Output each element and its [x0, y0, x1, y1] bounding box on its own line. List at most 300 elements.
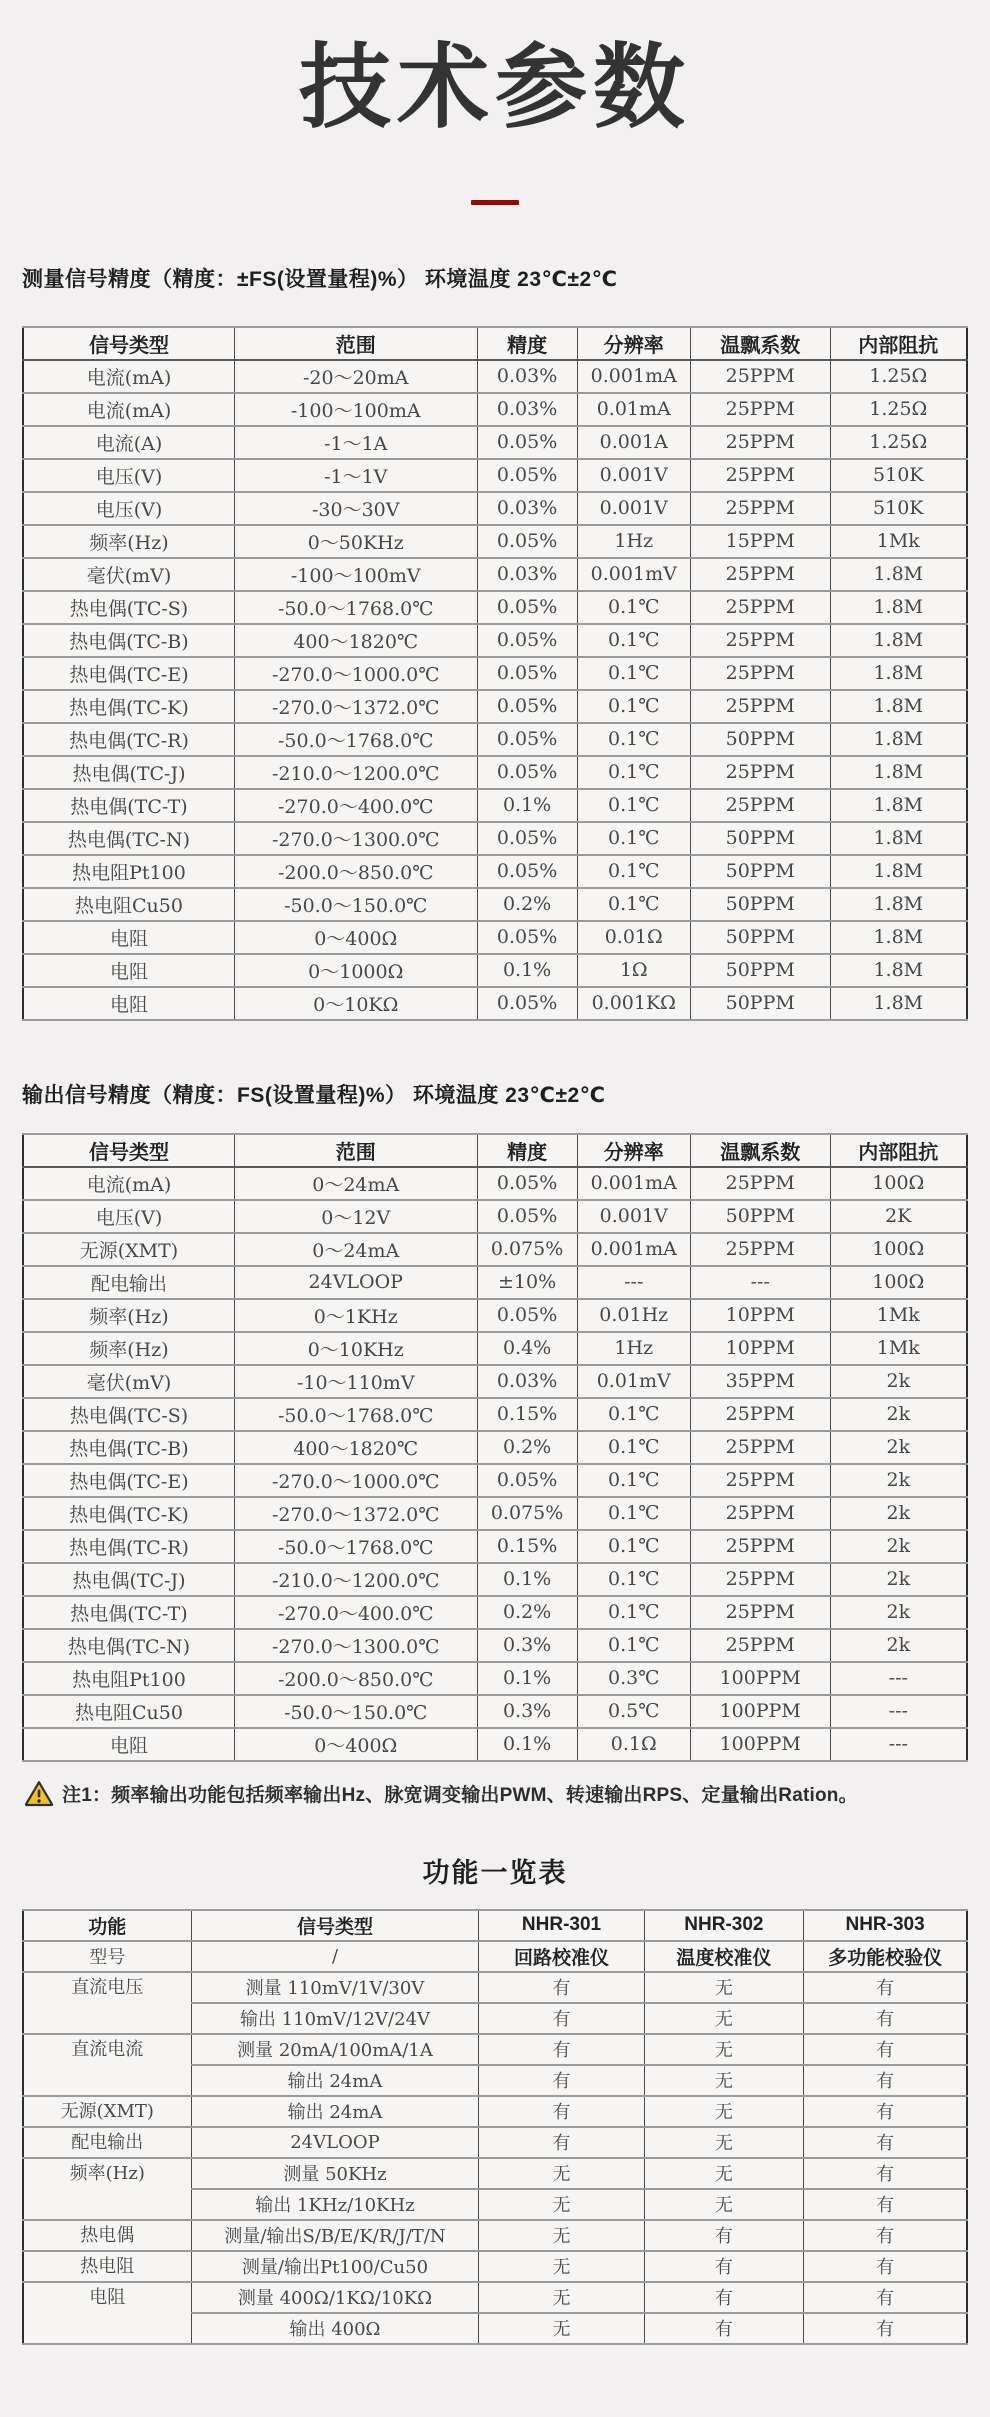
table-cell: 25PPM — [690, 1167, 830, 1200]
table-cell: 50PPM — [690, 888, 830, 921]
table-cell: 0.001V — [577, 492, 690, 525]
table-cell: -1～1A — [234, 426, 477, 459]
function-cell: 热电阻 — [23, 2251, 191, 2282]
table-cell: 1.8M — [830, 789, 967, 822]
table-cell: -210.0～1200.0℃ — [234, 1563, 477, 1596]
table-cell: -50.0～1768.0℃ — [234, 1398, 477, 1431]
table-cell: 0～10KΩ — [234, 987, 477, 1020]
table-cell: 有 — [479, 2127, 644, 2158]
column-header: 范围 — [234, 1134, 477, 1167]
table-cell: 电压(V) — [23, 459, 234, 492]
table-cell: 0～50KHz — [234, 525, 477, 558]
table-cell: 0.03% — [477, 492, 577, 525]
table-cell: 1.25Ω — [830, 360, 967, 393]
table-cell: 有 — [804, 2034, 967, 2065]
model-name-cell: 温度校准仪 — [644, 1941, 804, 1972]
table-cell: 0～10KHz — [234, 1332, 477, 1365]
table-cell: 0.075% — [477, 1233, 577, 1266]
table-row — [23, 1299, 967, 1332]
table-cell: 2k — [830, 1563, 967, 1596]
table-cell: --- — [830, 1728, 967, 1761]
table-cell: -50.0～1768.0℃ — [234, 1530, 477, 1563]
table-row — [23, 1167, 967, 1200]
table-cell: 热电偶(TC-T) — [23, 789, 234, 822]
table-cell: 无 — [644, 2096, 804, 2127]
table-cell: 0.1℃ — [577, 855, 690, 888]
table-cell: 0.1℃ — [577, 1431, 690, 1464]
table-cell: 有 — [804, 2065, 967, 2096]
table-cell: 0.1℃ — [577, 1629, 690, 1662]
table-cell: 0.1% — [477, 789, 577, 822]
table-cell: 无 — [479, 2220, 644, 2251]
table-cell: 无 — [479, 2282, 644, 2313]
table-cell: 510K — [830, 459, 967, 492]
table-row — [23, 1629, 967, 1662]
table-cell: 0.1℃ — [577, 723, 690, 756]
table-row — [23, 1662, 967, 1695]
table-cell: 25PPM — [690, 393, 830, 426]
table-cell: 型号 — [23, 1941, 191, 1972]
function-cell: 无源(XMT) — [23, 2096, 191, 2127]
table-cell: 0.1℃ — [577, 789, 690, 822]
table-cell: 25PPM — [690, 657, 830, 690]
table-cell: 测量 20mA/100mA/1A — [191, 2034, 479, 2065]
table-cell: 电压(V) — [23, 492, 234, 525]
table-cell: 24VLOOP — [191, 2127, 479, 2158]
header-row — [23, 1134, 967, 1167]
table-cell: 无 — [644, 2189, 804, 2220]
table-cell: 热电偶(TC-R) — [23, 1530, 234, 1563]
table-row — [23, 888, 967, 921]
table-cell: 有 — [804, 2313, 967, 2344]
table-cell: 测量/输出S/B/E/K/R/J/T/N — [191, 2220, 479, 2251]
function-cell: 直流电流 — [23, 2034, 191, 2096]
table-cell: 热电偶(TC-T) — [23, 1596, 234, 1629]
table-cell: 0～1KHz — [234, 1299, 477, 1332]
table-cell: -50.0～150.0℃ — [234, 888, 477, 921]
table-cell: 1.8M — [830, 888, 967, 921]
table-cell: --- — [830, 1695, 967, 1728]
table-cell: 2k — [830, 1629, 967, 1662]
column-header: 信号类型 — [23, 1134, 234, 1167]
table-row — [23, 822, 967, 855]
table-cell: 0.05% — [477, 690, 577, 723]
table-cell: 电阻 — [23, 987, 234, 1020]
table-cell: 热电偶(TC-R) — [23, 723, 234, 756]
table-row — [23, 591, 967, 624]
table-cell: 0.05% — [477, 756, 577, 789]
table-cell: 100PPM — [690, 1662, 830, 1695]
table-cell: 有 — [479, 2034, 644, 2065]
model-row — [23, 1941, 967, 1972]
table-cell: 0.01mA — [577, 393, 690, 426]
table-cell: 有 — [804, 2251, 967, 2282]
table-cell: 有 — [644, 2282, 804, 2313]
table-row — [23, 1596, 967, 1629]
table-cell: 1Mk — [830, 1332, 967, 1365]
table-cell: -270.0～400.0℃ — [234, 1596, 477, 1629]
table-cell: 2k — [830, 1596, 967, 1629]
table-cell: 1.8M — [830, 624, 967, 657]
table-cell: 0.05% — [477, 987, 577, 1020]
warning-icon — [24, 1780, 54, 1807]
table-cell: 有 — [804, 2127, 967, 2158]
table-cell: 频率(Hz) — [23, 1332, 234, 1365]
table-cell: 25PPM — [690, 591, 830, 624]
table-row — [23, 657, 967, 690]
table-cell: 0.001mA — [577, 1233, 690, 1266]
table-cell: 热电偶(TC-B) — [23, 1431, 234, 1464]
table-cell: 无 — [479, 2189, 644, 2220]
table-cell: 0～24mA — [234, 1233, 477, 1266]
column-header: NHR-303 — [804, 1910, 967, 1941]
table-row — [23, 855, 967, 888]
table-cell: 输出 110mV/12V/24V — [191, 2003, 479, 2034]
table-cell: 25PPM — [690, 1497, 830, 1530]
table-cell: 0.1% — [477, 954, 577, 987]
column-header: 精度 — [477, 327, 577, 360]
function-overview-table — [22, 1909, 968, 2345]
table-cell: -270.0～1000.0℃ — [234, 1464, 477, 1497]
table-cell: 有 — [479, 2003, 644, 2034]
table-cell: 100PPM — [690, 1695, 830, 1728]
table-row — [23, 1464, 967, 1497]
output-precision-table — [22, 1133, 968, 1762]
function-cell: 电阻 — [23, 2282, 191, 2344]
table-cell: 无 — [644, 2065, 804, 2096]
table-cell: 热电偶(TC-J) — [23, 1563, 234, 1596]
table-cell: 有 — [804, 2096, 967, 2127]
table-row — [23, 2251, 967, 2282]
table-cell: 25PPM — [690, 1398, 830, 1431]
table-cell: 有 — [644, 2220, 804, 2251]
table-cell: 25PPM — [690, 1233, 830, 1266]
table-cell: 0.4% — [477, 1332, 577, 1365]
header-row — [23, 1910, 967, 1941]
table-cell: 毫伏(mV) — [23, 558, 234, 591]
table-cell: -210.0～1200.0℃ — [234, 756, 477, 789]
table-cell: 1Ω — [577, 954, 690, 987]
table-cell: 无 — [644, 2127, 804, 2158]
table-cell: 1Hz — [577, 1332, 690, 1365]
table-cell: 1.8M — [830, 987, 967, 1020]
table-cell: 有 — [479, 2096, 644, 2127]
table-cell: 25PPM — [690, 492, 830, 525]
table-cell: 0.05% — [477, 1167, 577, 1200]
table-cell: 有 — [479, 1972, 644, 2003]
table-cell: 0.1℃ — [577, 1464, 690, 1497]
table-cell: 有 — [804, 2189, 967, 2220]
table-cell: 有 — [479, 2065, 644, 2096]
table-cell: 1.25Ω — [830, 393, 967, 426]
table-cell: 无 — [479, 2251, 644, 2282]
table-cell: 0.01Ω — [577, 921, 690, 954]
table-cell: -10～110mV — [234, 1365, 477, 1398]
table-cell: 输出 400Ω — [191, 2313, 479, 2344]
table-cell: 无 — [644, 2003, 804, 2034]
table-cell: 电流(mA) — [23, 1167, 234, 1200]
table-row — [23, 1972, 967, 2003]
table-cell: 0～12V — [234, 1200, 477, 1233]
table-cell: 2K — [830, 1200, 967, 1233]
measurement-precision-heading: 测量信号精度（精度：±FS(设置量程)%） 环境温度 23℃±2℃ — [22, 267, 618, 291]
table-cell: 400～1820℃ — [234, 624, 477, 657]
table-cell: 热电偶(TC-S) — [23, 591, 234, 624]
table-cell: 0～400Ω — [234, 1728, 477, 1761]
table-cell: 0～1000Ω — [234, 954, 477, 987]
table-cell: 频率(Hz) — [23, 1299, 234, 1332]
table-cell: 0.15% — [477, 1398, 577, 1431]
table-cell: 1.25Ω — [830, 426, 967, 459]
table-cell: 热电阻Pt100 — [23, 855, 234, 888]
table-cell: 25PPM — [690, 1530, 830, 1563]
column-header: 范围 — [234, 327, 477, 360]
table-cell: 无 — [644, 2034, 804, 2065]
table-cell: 50PPM — [690, 921, 830, 954]
table-cell: 0.001A — [577, 426, 690, 459]
table-cell: -50.0～1768.0℃ — [234, 723, 477, 756]
column-header: 分辨率 — [577, 327, 690, 360]
table-cell: 无 — [644, 2158, 804, 2189]
table-cell: 有 — [804, 2220, 967, 2251]
table-cell: 1.8M — [830, 591, 967, 624]
table-cell: 热电阻Cu50 — [23, 888, 234, 921]
table-cell: 0.05% — [477, 624, 577, 657]
table-cell: 0.05% — [477, 591, 577, 624]
function-cell: 热电偶 — [23, 2220, 191, 2251]
table-cell: 25PPM — [690, 1464, 830, 1497]
table-cell: 0.2% — [477, 1431, 577, 1464]
column-header: 温飘系数 — [690, 327, 830, 360]
table-cell: 0.1℃ — [577, 1497, 690, 1530]
table-cell: 0.2% — [477, 1596, 577, 1629]
table-cell: 电流(mA) — [23, 360, 234, 393]
table-cell: 400～1820℃ — [234, 1431, 477, 1464]
table-cell: 0.03% — [477, 393, 577, 426]
table-cell: 有 — [644, 2313, 804, 2344]
table-cell: -30～30V — [234, 492, 477, 525]
table-cell: -20～20mA — [234, 360, 477, 393]
table-cell: 0.1℃ — [577, 624, 690, 657]
table-cell: 0.001KΩ — [577, 987, 690, 1020]
table-cell: 2k — [830, 1365, 967, 1398]
table-cell: 510K — [830, 492, 967, 525]
table-cell: 频率(Hz) — [23, 525, 234, 558]
table-cell: 热电偶(TC-N) — [23, 822, 234, 855]
table-cell: 1Mk — [830, 525, 967, 558]
table-cell: 1.8M — [830, 855, 967, 888]
function-cell: 配电输出 — [23, 2127, 191, 2158]
table-cell: 无 — [479, 2313, 644, 2344]
table-cell: 电压(V) — [23, 1200, 234, 1233]
table-cell: 25PPM — [690, 558, 830, 591]
table-cell: 电流(A) — [23, 426, 234, 459]
table-row — [23, 624, 967, 657]
table-cell: --- — [830, 1662, 967, 1695]
table-cell: 输出 24mA — [191, 2065, 479, 2096]
table-cell: 1.8M — [830, 921, 967, 954]
table-cell: 1Hz — [577, 525, 690, 558]
table-row — [23, 393, 967, 426]
table-cell: 25PPM — [690, 360, 830, 393]
table-cell: --- — [690, 1266, 830, 1299]
table-cell: -50.0～1768.0℃ — [234, 591, 477, 624]
table-cell: 有 — [804, 2282, 967, 2313]
table-cell: 0.001mA — [577, 360, 690, 393]
table-cell: 50PPM — [690, 1200, 830, 1233]
table-cell: 100PPM — [690, 1728, 830, 1761]
table-cell: -270.0～1000.0℃ — [234, 657, 477, 690]
table-cell: -270.0～1300.0℃ — [234, 1629, 477, 1662]
table-cell: 热电阻Cu50 — [23, 1695, 234, 1728]
note-text: 注1：频率输出功能包括频率输出Hz、脉宽调变输出PWM、转速输出RPS、定量输出Ration。 — [62, 1784, 858, 1806]
table-cell: -100～100mV — [234, 558, 477, 591]
table-cell: 电阻 — [23, 921, 234, 954]
table-cell: -100～100mA — [234, 393, 477, 426]
table-cell: 无 — [644, 1972, 804, 2003]
table-cell: 0.05% — [477, 426, 577, 459]
table-cell: 2k — [830, 1530, 967, 1563]
column-header: 温飘系数 — [690, 1134, 830, 1167]
table-cell: 0.1℃ — [577, 1398, 690, 1431]
table-cell: 0.1℃ — [577, 657, 690, 690]
table-row — [23, 1332, 967, 1365]
table-cell: 0.3% — [477, 1695, 577, 1728]
table-cell: 50PPM — [690, 822, 830, 855]
table-cell: 电阻 — [23, 1728, 234, 1761]
table-row — [23, 1563, 967, 1596]
table-cell: 25PPM — [690, 1596, 830, 1629]
table-cell: 2k — [830, 1464, 967, 1497]
table-cell: 0.1Ω — [577, 1728, 690, 1761]
output-precision-heading: 输出信号精度（精度：FS(设置量程)%） 环境温度 23℃±2℃ — [22, 1083, 606, 1107]
table-cell: 25PPM — [690, 1563, 830, 1596]
table-cell: 1.8M — [830, 954, 967, 987]
table-cell: 有 — [804, 1972, 967, 2003]
table-cell: 25PPM — [690, 1629, 830, 1662]
table-cell: 测量 50KHz — [191, 2158, 479, 2189]
table-row — [23, 360, 967, 393]
table-row — [23, 2096, 967, 2127]
table-cell: 15PPM — [690, 525, 830, 558]
table-cell: 25PPM — [690, 459, 830, 492]
table-row — [23, 1266, 967, 1299]
table-cell: 0.075% — [477, 1497, 577, 1530]
table-cell: 0.03% — [477, 360, 577, 393]
table-row — [23, 723, 967, 756]
table-cell: 1.8M — [830, 558, 967, 591]
table-row — [23, 921, 967, 954]
table-cell: 0.05% — [477, 1200, 577, 1233]
table-cell: 100Ω — [830, 1167, 967, 1200]
table-cell: 0.001mV — [577, 558, 690, 591]
table-cell: 测量 400Ω/1KΩ/10KΩ — [191, 2282, 479, 2313]
table-cell: 0.05% — [477, 459, 577, 492]
table-cell: 0.1% — [477, 1728, 577, 1761]
table-cell: 电流(mA) — [23, 393, 234, 426]
function-cell: 频率(Hz) — [23, 2158, 191, 2220]
table-row — [23, 2158, 967, 2189]
column-header: 分辨率 — [577, 1134, 690, 1167]
table-row — [23, 558, 967, 591]
table-cell: -200.0～850.0℃ — [234, 855, 477, 888]
table-cell: 0.1℃ — [577, 888, 690, 921]
table-cell: 1.8M — [830, 690, 967, 723]
table-cell: ±10% — [477, 1266, 577, 1299]
column-header: 信号类型 — [23, 327, 234, 360]
table-cell: 有 — [644, 2251, 804, 2282]
table-cell: 毫伏(mV) — [23, 1365, 234, 1398]
table-cell: -1～1V — [234, 459, 477, 492]
table-cell: 0.15% — [477, 1530, 577, 1563]
table-cell: 25PPM — [690, 756, 830, 789]
table-row — [23, 690, 967, 723]
table-cell: -50.0～150.0℃ — [234, 1695, 477, 1728]
table-cell: -270.0～1372.0℃ — [234, 1497, 477, 1530]
table-cell: 25PPM — [690, 1431, 830, 1464]
table-cell: 0.05% — [477, 525, 577, 558]
table-cell: 1Mk — [830, 1299, 967, 1332]
table-cell: 0.05% — [477, 855, 577, 888]
table-cell: 0.001mA — [577, 1167, 690, 1200]
model-name-cell: 回路校准仪 — [479, 1941, 644, 1972]
table-cell: -200.0～850.0℃ — [234, 1662, 477, 1695]
note — [24, 1780, 990, 1807]
table-row — [23, 426, 967, 459]
table-cell: 2k — [830, 1398, 967, 1431]
column-header: 精度 — [477, 1134, 577, 1167]
table-cell: 0.3℃ — [577, 1662, 690, 1695]
table-cell: 50PPM — [690, 954, 830, 987]
table-cell: 25PPM — [690, 624, 830, 657]
table-cell: 无源(XMT) — [23, 1233, 234, 1266]
table-cell: 配电输出 — [23, 1266, 234, 1299]
table-cell: 50PPM — [690, 723, 830, 756]
table-cell: 0.01mV — [577, 1365, 690, 1398]
table-cell: 1.8M — [830, 756, 967, 789]
table-cell: 热电偶(TC-B) — [23, 624, 234, 657]
page-title: 技术参数 — [298, 37, 691, 139]
table-cell: 0.01Hz — [577, 1299, 690, 1332]
table-cell: 0～400Ω — [234, 921, 477, 954]
table-cell: 有 — [804, 2003, 967, 2034]
table-cell: 热电偶(TC-K) — [23, 690, 234, 723]
table-cell: 1.8M — [830, 657, 967, 690]
table-cell: 有 — [804, 2158, 967, 2189]
column-header: 内部阻抗 — [830, 327, 967, 360]
table-cell: 测量 110mV/1V/30V — [191, 1972, 479, 2003]
table-cell: 1.8M — [830, 723, 967, 756]
function-cell: 直流电压 — [23, 1972, 191, 2034]
function-overview-heading: 功能一览表 — [422, 1857, 568, 1888]
table-cell: 2k — [830, 1431, 967, 1464]
table-cell: 电阻 — [23, 954, 234, 987]
table-cell: -270.0～1300.0℃ — [234, 822, 477, 855]
table-cell: 热电偶(TC-N) — [23, 1629, 234, 1662]
table-cell: 0～24mA — [234, 1167, 477, 1200]
table-cell: 0.001V — [577, 459, 690, 492]
table-cell: 0.05% — [477, 1299, 577, 1332]
column-header: 功能 — [23, 1910, 191, 1941]
table-cell: 1.8M — [830, 822, 967, 855]
table-row — [23, 954, 967, 987]
title-divider — [471, 200, 519, 205]
table-row — [23, 459, 967, 492]
table-cell: 热电偶(TC-S) — [23, 1398, 234, 1431]
table-cell: 24VLOOP — [234, 1266, 477, 1299]
table-row — [23, 492, 967, 525]
table-cell: 35PPM — [690, 1365, 830, 1398]
